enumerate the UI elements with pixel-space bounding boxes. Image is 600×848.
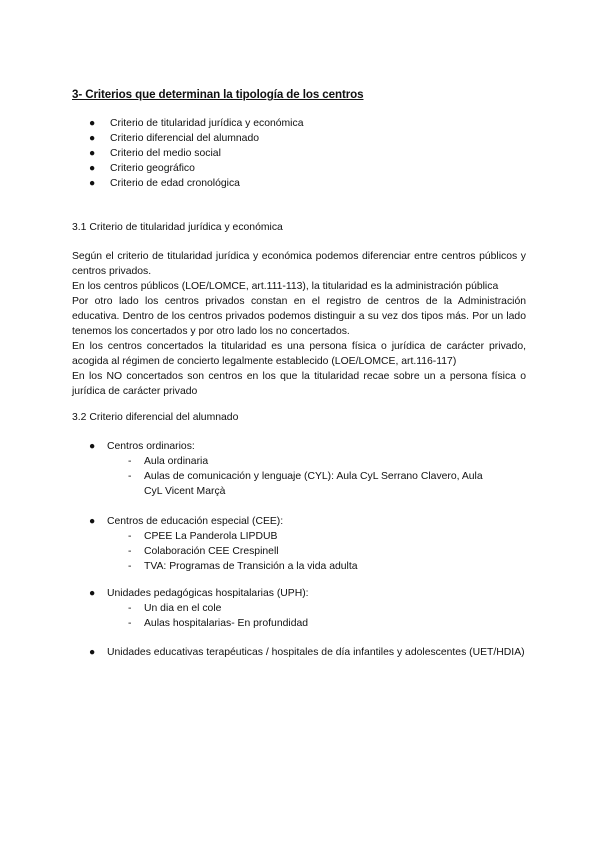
bullet-icon: ● bbox=[89, 148, 96, 159]
section-3-1-body bbox=[72, 249, 526, 399]
paragraph: En los NO concertados son centros en los que la titularidad recae sobre un a persona física o jurídica de carácter privado bbox=[72, 371, 526, 397]
dash-icon: - bbox=[128, 546, 132, 557]
list-item: - Aula ordinaria bbox=[128, 456, 209, 467]
group-centros-educacion-especial bbox=[72, 514, 526, 574]
paragraph: En los centros concertados la titularidad es una persona física o jurídica de carácter privado, acogida al régimen de concierto legalmente establecido (LOE/LOMCE, art.116-117) bbox=[72, 341, 526, 367]
subsection-heading-3-1: 3.1 Criterio de titularidad jurídica y económica bbox=[72, 222, 283, 233]
group-unidades-terapeuticas bbox=[72, 645, 526, 660]
criteria-list bbox=[72, 116, 303, 191]
dash-icon: - bbox=[128, 561, 132, 572]
list-item: - TVA: Programas de Transición a la vida adulta bbox=[128, 561, 358, 572]
bullet-icon: ● bbox=[89, 133, 96, 144]
bullet-icon: ● bbox=[89, 178, 96, 189]
dash-icon: - bbox=[128, 603, 132, 614]
list-item: ● Criterio de edad cronológica bbox=[89, 178, 240, 189]
list-item: ● Criterio diferencial del alumnado bbox=[89, 133, 260, 144]
group-label: Centros ordinarios: bbox=[107, 441, 195, 452]
subsection-heading-3-2: 3.2 Criterio diferencial del alumnado bbox=[72, 412, 239, 423]
group-label: Unidades pedagógicas hospitalarias (UPH): bbox=[107, 588, 309, 599]
group-unidades-hospitalarias bbox=[72, 586, 526, 631]
bullet-icon: ● bbox=[89, 647, 96, 658]
dash-icon: - bbox=[128, 618, 132, 629]
bullet-icon: ● bbox=[89, 588, 96, 599]
list-item: - Aulas hospitalarias- En profundidad bbox=[128, 618, 309, 629]
group-centros-ordinarios bbox=[72, 439, 526, 499]
list-item: - Un dia en el cole bbox=[128, 603, 222, 614]
bullet-icon: ● bbox=[89, 441, 96, 452]
list-item: - Colaboración CEE Crespinell bbox=[128, 546, 279, 557]
bullet-icon: ● bbox=[89, 163, 96, 174]
bullet-icon: ● bbox=[89, 118, 96, 129]
list-item: ● Criterio de titularidad jurídica y económica bbox=[89, 118, 304, 129]
list-item: - CPEE La Panderola LIPDUB bbox=[128, 531, 278, 542]
group-label: Centros de educación especial (CEE): bbox=[107, 516, 284, 527]
group-label: Unidades educativas terapéuticas / hospitales de día infantiles y adolescentes (UET/HDIA) bbox=[107, 647, 525, 658]
dash-icon: - bbox=[128, 471, 132, 482]
bullet-icon: ● bbox=[89, 516, 96, 527]
list-item: ● Criterio geográfico bbox=[89, 163, 195, 174]
list-item: - Aulas de comunicación y lenguaje (CYL): Aula CyL Serrano Clavero, Aula CyL Vicent Marçà bbox=[128, 471, 483, 497]
dash-icon: - bbox=[128, 531, 132, 542]
dash-icon: - bbox=[128, 456, 132, 467]
paragraph: Según el criterio de titularidad jurídica y económica podemos diferenciar entre centros públicos y centros privados. bbox=[72, 251, 526, 277]
section-title: 3- Criterios que determinan la tipología de los centros bbox=[72, 88, 364, 101]
paragraph: En los centros públicos (LOE/LOMCE, art.111-113), la titularidad es la administración pública bbox=[72, 281, 499, 292]
paragraph: Por otro lado los centros privados constan en el registro de centros de la Administración educativa. Dentro de los centros privados podemos distinguir a su vez dos tipos más. Por un lado tenemos los concertados y por otro lado los no concertados. bbox=[72, 296, 526, 337]
list-item: ● Criterio del medio social bbox=[89, 148, 221, 159]
